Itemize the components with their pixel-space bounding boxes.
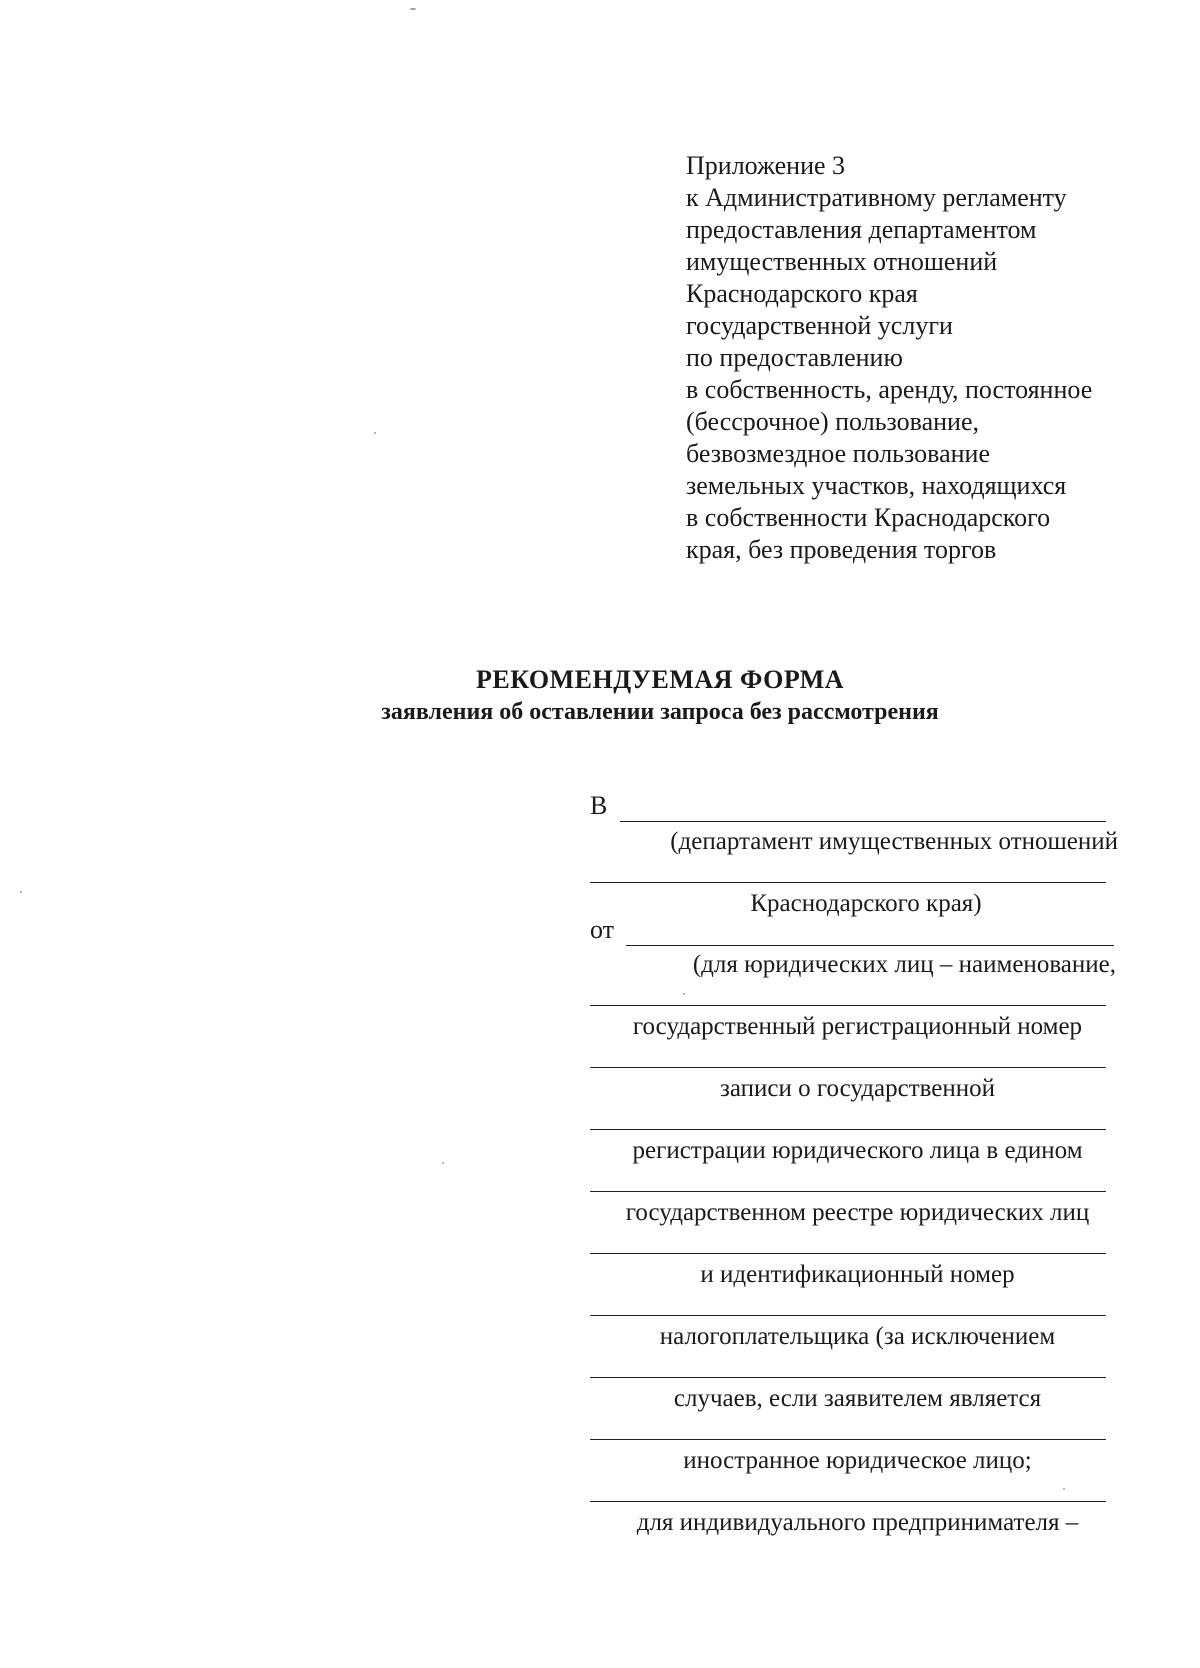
from-prefix: от: [590, 915, 615, 944]
field-caption: (для юридических лиц – наименование,: [692, 951, 1116, 978]
from-field-line[interactable]: [626, 945, 1114, 946]
appendix-line: имущественных отношений: [686, 247, 998, 276]
field-caption: регистрации юридического лица в едином: [632, 1137, 1083, 1164]
appendix-line: по предоставлению: [686, 343, 903, 372]
from-field-line-3[interactable]: [590, 1067, 1106, 1068]
appendix-line: в собственность, аренду, постоянное: [686, 375, 1093, 404]
field-caption: иностранное юридическое лицо;: [683, 1447, 1032, 1474]
field-caption: и идентификационный номер: [700, 1261, 1015, 1288]
appendix-line: в собственности Краснодарского: [686, 503, 1051, 532]
field-caption: записи о государственной: [719, 1075, 996, 1102]
from-field-line-9[interactable]: [590, 1439, 1106, 1440]
field-caption: налогоплательщика (за исключением: [659, 1323, 1056, 1350]
form-title: РЕКОМЕНДУЕМАЯ ФОРМА: [475, 665, 845, 694]
appendix-line: Краснодарского края: [686, 279, 918, 308]
field-caption: для индивидуального предпринимателя –: [636, 1509, 1079, 1536]
field-caption: (департамент имущественных отношений: [670, 828, 1118, 855]
to-field-line[interactable]: [620, 821, 1106, 822]
appendix-line: предоставления департаментом: [686, 215, 1037, 244]
to-field-line-2[interactable]: [590, 882, 1106, 883]
scan-speck: [20, 891, 22, 893]
appendix-line: Приложение 3: [686, 151, 846, 180]
from-field-line-5[interactable]: [590, 1191, 1106, 1192]
from-field-line-4[interactable]: [590, 1129, 1106, 1130]
scan-speck: [442, 1162, 444, 1164]
from-field-line-8[interactable]: [590, 1377, 1106, 1378]
appendix-line: края, без проведения торгов: [686, 535, 997, 564]
addressee-block: [590, 0, 1125, 1668]
field-caption: случаев, если заявителем является: [673, 1385, 1042, 1412]
field-caption: Краснодарского края): [750, 890, 982, 917]
scan-speck: [410, 8, 416, 10]
from-field-line-2[interactable]: [590, 1005, 1106, 1006]
appendix-line: к Административному регламенту: [686, 183, 1067, 212]
scan-speck: [683, 993, 685, 995]
appendix-line: земельных участков, находящихся: [686, 471, 1067, 500]
from-field-line-6[interactable]: [590, 1253, 1106, 1254]
field-caption: государственном реестре юридических лиц: [625, 1199, 1090, 1226]
scan-speck: [374, 432, 376, 434]
from-field-line-10[interactable]: [590, 1501, 1106, 1502]
field-caption: государственный регистрационный номер: [632, 1013, 1083, 1040]
from-field-line-7[interactable]: [590, 1315, 1106, 1316]
to-prefix: В: [590, 791, 608, 820]
form-subtitle: заявления об оставлении запроса без рассмотрения: [381, 699, 939, 725]
appendix-line: безвозмездное пользование: [686, 439, 990, 468]
appendix-line: (бессрочное) пользование,: [686, 407, 980, 436]
appendix-line: государственной услуги: [686, 311, 953, 340]
scan-speck: [1063, 1488, 1065, 1490]
